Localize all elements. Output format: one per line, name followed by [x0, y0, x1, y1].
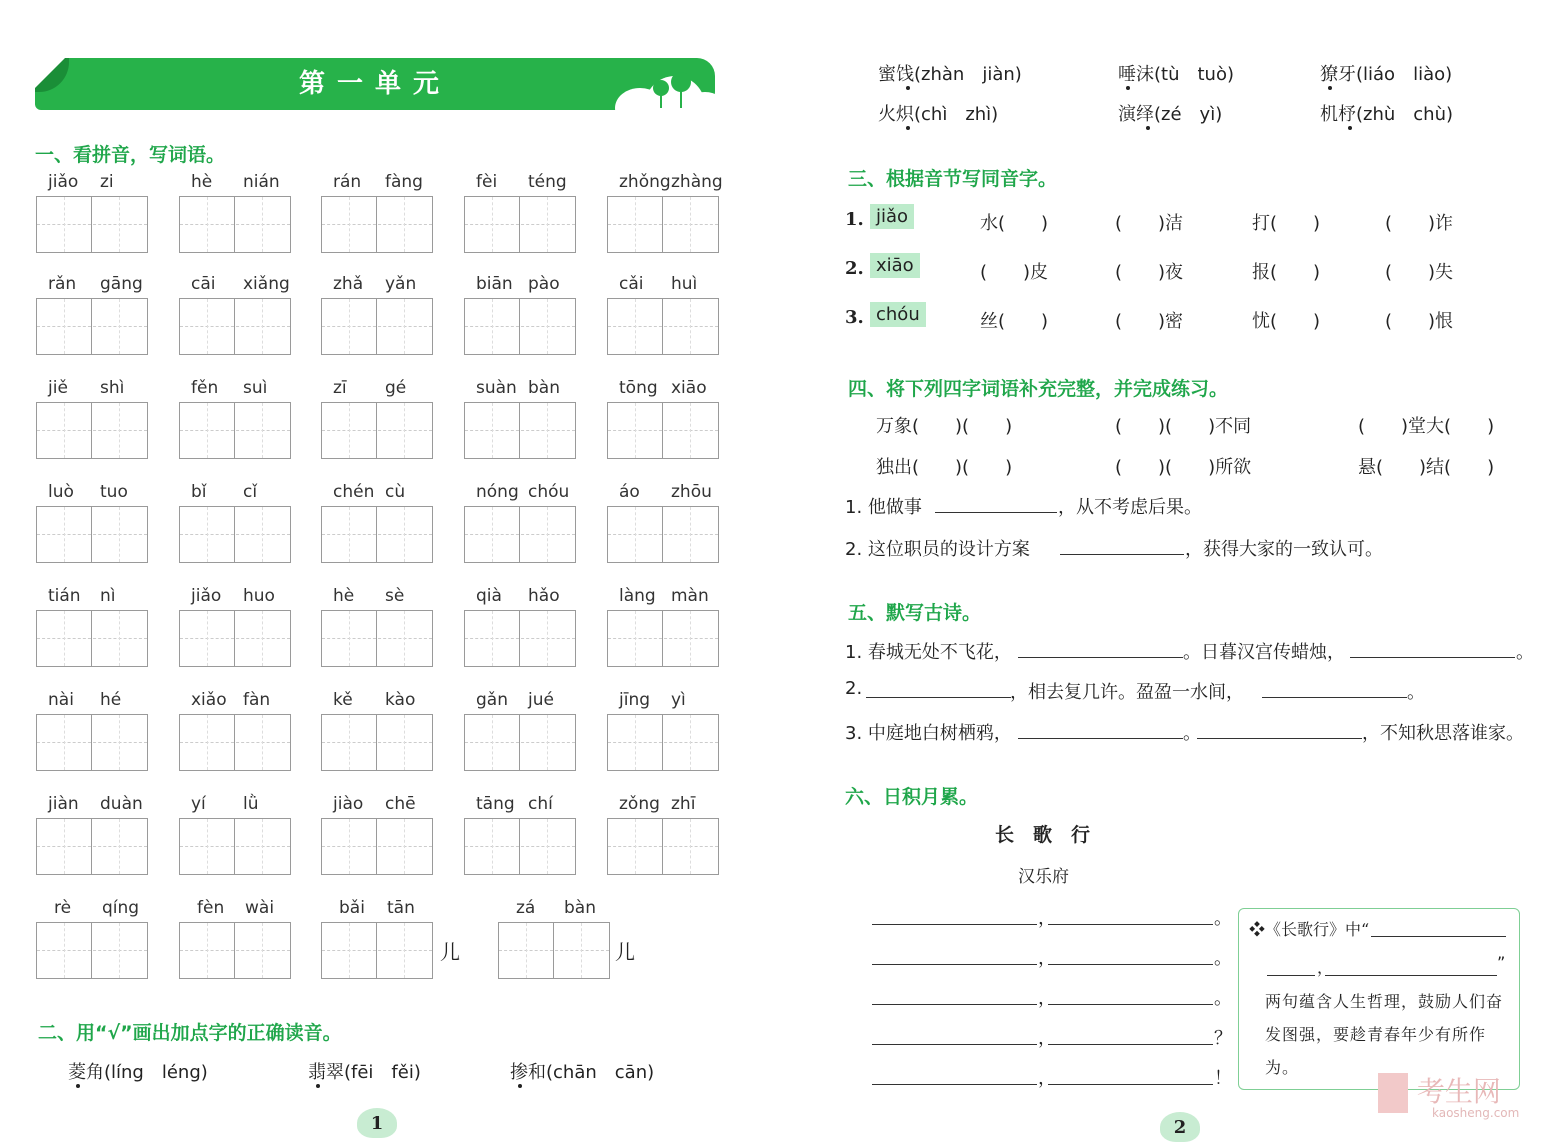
- writing-box[interactable]: [498, 922, 610, 979]
- pinyin-syllable: pào: [528, 274, 560, 294]
- answer-blank[interactable]: [1018, 738, 1183, 739]
- pinyin-syllable: fèn: [197, 898, 225, 918]
- sec4-q1-prefix: 1. 他做事: [845, 497, 922, 518]
- answer-blank[interactable]: [1267, 975, 1315, 976]
- emphasis-dot: [1328, 86, 1332, 90]
- writing-box[interactable]: [464, 402, 576, 459]
- homophone-blank[interactable]: ( )皮: [980, 262, 1049, 283]
- pinyin-syllable: nì: [100, 586, 116, 606]
- pinyin-syllable: huì: [671, 274, 698, 294]
- pinyin-syllable: gǎn: [476, 690, 508, 710]
- pinyin-syllable: wài: [245, 898, 275, 918]
- pinyin-syllable: tián: [48, 586, 81, 606]
- pinyin-syllable: qíng: [102, 898, 140, 918]
- pinyin-syllable: rán: [333, 172, 362, 192]
- writing-box[interactable]: [321, 402, 433, 459]
- writing-box[interactable]: [607, 298, 719, 355]
- sec5-q2-prefix: 2.: [845, 678, 863, 699]
- idiom-fill: 悬( )结( ): [1358, 457, 1495, 478]
- pinyin-syllable: téng: [528, 172, 567, 192]
- section6-title: 六、日积月累。: [845, 786, 979, 808]
- poem-comma: ，: [1038, 948, 1056, 969]
- writing-box[interactable]: [607, 818, 719, 875]
- answer-blank[interactable]: [872, 1084, 1037, 1085]
- writing-box[interactable]: [464, 506, 576, 563]
- writing-box[interactable]: [464, 818, 576, 875]
- emphasis-dot: [1126, 86, 1130, 90]
- writing-box[interactable]: [36, 506, 148, 563]
- pinyin-syllable: rè: [54, 898, 72, 918]
- pinyin-syllable: cù: [385, 482, 406, 502]
- pinyin-syllable: jiě: [48, 378, 68, 398]
- note-comma: ，: [1317, 958, 1334, 977]
- pinyin-syllable: jiàn: [48, 794, 79, 814]
- writing-box[interactable]: [321, 298, 433, 355]
- reading-choice-item: 唾沫(tù tuò): [1118, 64, 1234, 85]
- poem-author: 汉乐府: [1018, 867, 1069, 887]
- writing-box[interactable]: [321, 610, 433, 667]
- writing-box[interactable]: [321, 818, 433, 875]
- pinyin-syllable: tuo: [100, 482, 128, 502]
- pinyin-highlight: chóu: [870, 302, 926, 327]
- pinyin-syllable: chóu: [528, 482, 570, 502]
- pinyin-syllable: cǎi: [619, 274, 644, 294]
- writing-box[interactable]: [607, 714, 719, 771]
- writing-box[interactable]: [464, 610, 576, 667]
- poem-line-end: ！: [1214, 1068, 1232, 1089]
- pinyin-syllable: zǒng: [619, 794, 660, 814]
- pinyin-syllable: bǎi: [339, 898, 365, 918]
- pinyin-syllable: fèi: [476, 172, 498, 192]
- writing-box[interactable]: [36, 402, 148, 459]
- reading-choice-item: 演绎(zé yì): [1118, 104, 1223, 125]
- pinyin-highlight: jiǎo: [870, 204, 914, 229]
- pinyin-syllable: fěn: [191, 378, 219, 398]
- pinyin-syllable: jīng: [619, 690, 651, 710]
- reading-choice-item: 蜜饯(zhàn jiàn): [878, 64, 1022, 85]
- pinyin-syllable: sè: [385, 586, 405, 606]
- emphasis-dot: [1146, 126, 1150, 130]
- writing-box[interactable]: [464, 714, 576, 771]
- section1-title: 一、看拼音，写词语。: [35, 144, 226, 166]
- sec5-q2-end: 。: [1407, 682, 1425, 703]
- writing-box[interactable]: [321, 922, 433, 979]
- sec5-q3-prefix: 3. 中庭地白树栖鸦，: [845, 723, 1012, 744]
- pinyin-syllable: xiǎo: [191, 690, 227, 710]
- homophone-blank[interactable]: 丝( ): [980, 311, 1049, 332]
- pinyin-syllable: gé: [385, 378, 407, 398]
- pinyin-syllable: suàn: [476, 378, 517, 398]
- answer-blank[interactable]: [1048, 924, 1213, 925]
- sec4-q1-suffix: ，从不考虑后果。: [1058, 497, 1202, 518]
- homophone-blank[interactable]: 忧( ): [1252, 311, 1321, 332]
- pinyin-syllable: shì: [100, 378, 125, 398]
- pinyin-syllable: jiǎo: [48, 172, 79, 192]
- section5-title: 五、默写古诗。: [848, 602, 982, 624]
- note-line1: ❖《长歌行》中“: [1249, 920, 1370, 939]
- answer-blank[interactable]: [872, 1004, 1037, 1005]
- pinyin-syllable: zá: [516, 898, 536, 918]
- emphasis-dot: [1348, 126, 1352, 130]
- answer-blank[interactable]: [1018, 657, 1183, 658]
- pinyin-syllable: fàng: [385, 172, 423, 192]
- pinyin-syllable: huo: [243, 586, 275, 606]
- homophone-blank[interactable]: ( )恨: [1385, 311, 1454, 332]
- idiom-fill: ( )堂大( ): [1358, 416, 1495, 437]
- pinyin-highlight: xiāo: [870, 253, 920, 278]
- writing-box[interactable]: [179, 922, 291, 979]
- note-body: 两句蕴含人生哲理，鼓励人们奋发图强，要趁青春年少有所作为。: [1265, 992, 1504, 1077]
- section3-title: 三、根据音节写同音字。: [848, 168, 1058, 190]
- pinyin-syllable: tāng: [476, 794, 515, 814]
- poem-comma: ，: [1038, 908, 1056, 929]
- poem-line-end: 。: [1214, 908, 1232, 929]
- reading-choice-item: 獠牙(liáo liào): [1320, 64, 1453, 85]
- reading-choice-item: 菱角(líng léng): [68, 1062, 208, 1083]
- poem-comma: ，: [1038, 988, 1056, 1009]
- answer-blank[interactable]: [1048, 964, 1213, 965]
- unit-title: 第一单元: [298, 69, 451, 99]
- writing-box[interactable]: [607, 610, 719, 667]
- emphasis-dot: [906, 126, 910, 130]
- answer-blank[interactable]: [866, 697, 1011, 698]
- note-close-quote: ”: [1497, 953, 1506, 972]
- sec5-q2-mid: ，相去复几许。盈盈一水间，: [1010, 682, 1244, 703]
- writing-box[interactable]: [36, 196, 148, 253]
- answer-blank[interactable]: [1048, 1084, 1213, 1085]
- sec4-q2-suffix: ，获得大家的一致认可。: [1185, 539, 1383, 560]
- pinyin-syllable: yì: [671, 690, 686, 710]
- item-number: 1.: [845, 209, 864, 230]
- pinyin-syllable: zhī: [671, 794, 696, 814]
- pinyin-syllable: màn: [671, 586, 709, 606]
- pinyin-syllable: yǎn: [385, 274, 417, 294]
- pinyin-syllable: làng: [619, 586, 656, 606]
- sec5-q1-prefix: 1. 春城无处不飞花，: [845, 642, 1012, 663]
- item-number: 2.: [845, 258, 864, 279]
- answer-blank[interactable]: [1262, 697, 1407, 698]
- poem-title: 长 歌 行: [995, 824, 1091, 846]
- writing-box[interactable]: [179, 196, 291, 253]
- answer-blank[interactable]: [872, 924, 1037, 925]
- pinyin-syllable: hè: [333, 586, 355, 606]
- homophone-blank[interactable]: ( )诈: [1385, 213, 1454, 234]
- pinyin-syllable: áo: [619, 482, 640, 502]
- writing-box[interactable]: [36, 298, 148, 355]
- pinyin-syllable: chē: [385, 794, 416, 814]
- homophone-blank[interactable]: ( )失: [1385, 262, 1454, 283]
- homophone-blank[interactable]: ( )密: [1115, 311, 1184, 332]
- homophone-blank[interactable]: ( )洁: [1115, 213, 1184, 234]
- pinyin-syllable: hǎo: [528, 586, 560, 606]
- pinyin-syllable: luò: [48, 482, 74, 502]
- pinyin-syllable: nóng: [476, 482, 519, 502]
- poem-line-end: ？: [1214, 1028, 1232, 1049]
- writing-box[interactable]: [321, 196, 433, 253]
- writing-box[interactable]: [36, 922, 148, 979]
- homophone-blank[interactable]: 打( ): [1252, 213, 1321, 234]
- tree-icon: [647, 68, 697, 108]
- pinyin-syllable: jiào: [333, 794, 364, 814]
- watermark-url: kaosheng.com: [1432, 1106, 1520, 1120]
- writing-box[interactable]: [607, 196, 719, 253]
- idiom-fill: ( )( )所欲: [1115, 457, 1252, 478]
- idiom-fill: 独出( )( ): [876, 457, 1013, 478]
- writing-box[interactable]: [36, 818, 148, 875]
- writing-box[interactable]: [464, 298, 576, 355]
- writing-box[interactable]: [321, 714, 433, 771]
- item-number: 3.: [845, 307, 864, 328]
- writing-box[interactable]: [179, 298, 291, 355]
- writing-box[interactable]: [179, 402, 291, 459]
- er-suffix: 儿: [615, 940, 635, 964]
- pinyin-syllable: zhàng: [671, 172, 723, 192]
- pinyin-syllable: tōng: [619, 378, 658, 398]
- pinyin-syllable: gāng: [100, 274, 143, 294]
- pinyin-syllable: zhǒng: [619, 172, 671, 192]
- pinyin-syllable: suì: [243, 378, 268, 398]
- section2-title: 二、用“√”画出加点字的正确读音。: [38, 1022, 342, 1044]
- reading-choice-item: 机杼(zhù chù): [1320, 104, 1454, 125]
- note-box: [1238, 908, 1520, 1090]
- poem-line-end: 。: [1214, 988, 1232, 1009]
- answer-blank[interactable]: [1197, 738, 1362, 739]
- pinyin-syllable: yí: [191, 794, 206, 814]
- pinyin-syllable: duàn: [100, 794, 143, 814]
- writing-box[interactable]: [179, 714, 291, 771]
- pinyin-syllable: kào: [385, 690, 416, 710]
- writing-box[interactable]: [607, 402, 719, 459]
- section4-title: 四、将下列四字词语补充完整，并完成练习。: [848, 378, 1229, 400]
- pinyin-syllable: xiǎng: [243, 274, 290, 294]
- answer-blank[interactable]: [872, 964, 1037, 965]
- reading-choice-item: 火炽(chì zhì): [878, 104, 999, 125]
- pinyin-syllable: xiāo: [671, 378, 707, 398]
- pinyin-syllable: zhǎ: [333, 274, 364, 294]
- answer-blank[interactable]: [1048, 1044, 1213, 1045]
- er-suffix: 儿: [440, 940, 460, 964]
- writing-box[interactable]: [36, 610, 148, 667]
- emphasis-dot: [316, 1084, 320, 1088]
- sec5-q3-period: 。: [1183, 723, 1201, 744]
- page-number: 2: [1160, 1112, 1200, 1142]
- writing-box[interactable]: [607, 506, 719, 563]
- writing-box[interactable]: [321, 506, 433, 563]
- reading-choice-item: 掺和(chān cān): [510, 1062, 655, 1083]
- answer-blank[interactable]: [1060, 554, 1184, 555]
- answer-blank[interactable]: [1325, 975, 1497, 976]
- sec5-q1-mid: 。日暮汉宫传蜡烛，: [1183, 642, 1345, 663]
- unit-banner: [35, 58, 715, 110]
- page-number: 1: [357, 1108, 397, 1138]
- answer-blank[interactable]: [1350, 657, 1515, 658]
- answer-blank[interactable]: [935, 512, 1057, 513]
- pinyin-syllable: fàn: [243, 690, 271, 710]
- poem-comma: ，: [1038, 1028, 1056, 1049]
- pinyin-syllable: cāi: [191, 274, 216, 294]
- writing-box[interactable]: [179, 818, 291, 875]
- pinyin-syllable: hè: [191, 172, 213, 192]
- pinyin-syllable: cǐ: [243, 482, 258, 502]
- pinyin-syllable: hé: [100, 690, 122, 710]
- sec5-q1-end: 。: [1516, 642, 1534, 663]
- answer-blank[interactable]: [1371, 936, 1506, 937]
- pinyin-syllable: zhōu: [671, 482, 712, 502]
- writing-box[interactable]: [179, 610, 291, 667]
- reading-choice-item: 翡翠(fēi fěi): [308, 1062, 421, 1083]
- emphasis-dot: [518, 1084, 522, 1088]
- pinyin-syllable: zī: [333, 378, 347, 398]
- pinyin-syllable: tān: [387, 898, 415, 918]
- pinyin-syllable: qià: [476, 586, 502, 606]
- pinyin-syllable: kě: [333, 690, 353, 710]
- pinyin-syllable: rǎn: [48, 274, 77, 294]
- poem-comma: ，: [1038, 1068, 1056, 1089]
- writing-box[interactable]: [464, 196, 576, 253]
- pinyin-syllable: jiǎo: [191, 586, 222, 606]
- pinyin-syllable: chén: [333, 482, 375, 502]
- pinyin-syllable: jué: [528, 690, 554, 710]
- pinyin-syllable: zi: [100, 172, 114, 192]
- pinyin-syllable: bàn: [564, 898, 596, 918]
- pinyin-syllable: lǜ: [243, 794, 259, 814]
- homophone-blank[interactable]: 报( ): [1252, 262, 1321, 283]
- pinyin-syllable: bǐ: [191, 482, 207, 502]
- pinyin-syllable: chí: [528, 794, 553, 814]
- emphasis-dot: [76, 1084, 80, 1088]
- homophone-blank[interactable]: 水( ): [980, 213, 1049, 234]
- answer-blank[interactable]: [1048, 1004, 1213, 1005]
- pinyin-syllable: nài: [48, 690, 74, 710]
- sec5-q3-suffix: ，不知秋思落谁家。: [1362, 723, 1524, 744]
- pinyin-syllable: bàn: [528, 378, 560, 398]
- emphasis-dot: [906, 86, 910, 90]
- writing-box[interactable]: [36, 714, 148, 771]
- idiom-fill: ( )( )不同: [1115, 416, 1252, 437]
- watermark-text: 考生网: [1416, 1075, 1501, 1108]
- poem-line-end: 。: [1214, 948, 1232, 969]
- writing-box[interactable]: [179, 506, 291, 563]
- homophone-blank[interactable]: ( )夜: [1115, 262, 1184, 283]
- answer-blank[interactable]: [872, 1044, 1037, 1045]
- sec4-q2-prefix: 2. 这位职员的设计方案: [845, 539, 1030, 560]
- pinyin-syllable: biān: [476, 274, 513, 294]
- idiom-fill: 万象( )( ): [876, 416, 1013, 437]
- pinyin-syllable: nián: [243, 172, 280, 192]
